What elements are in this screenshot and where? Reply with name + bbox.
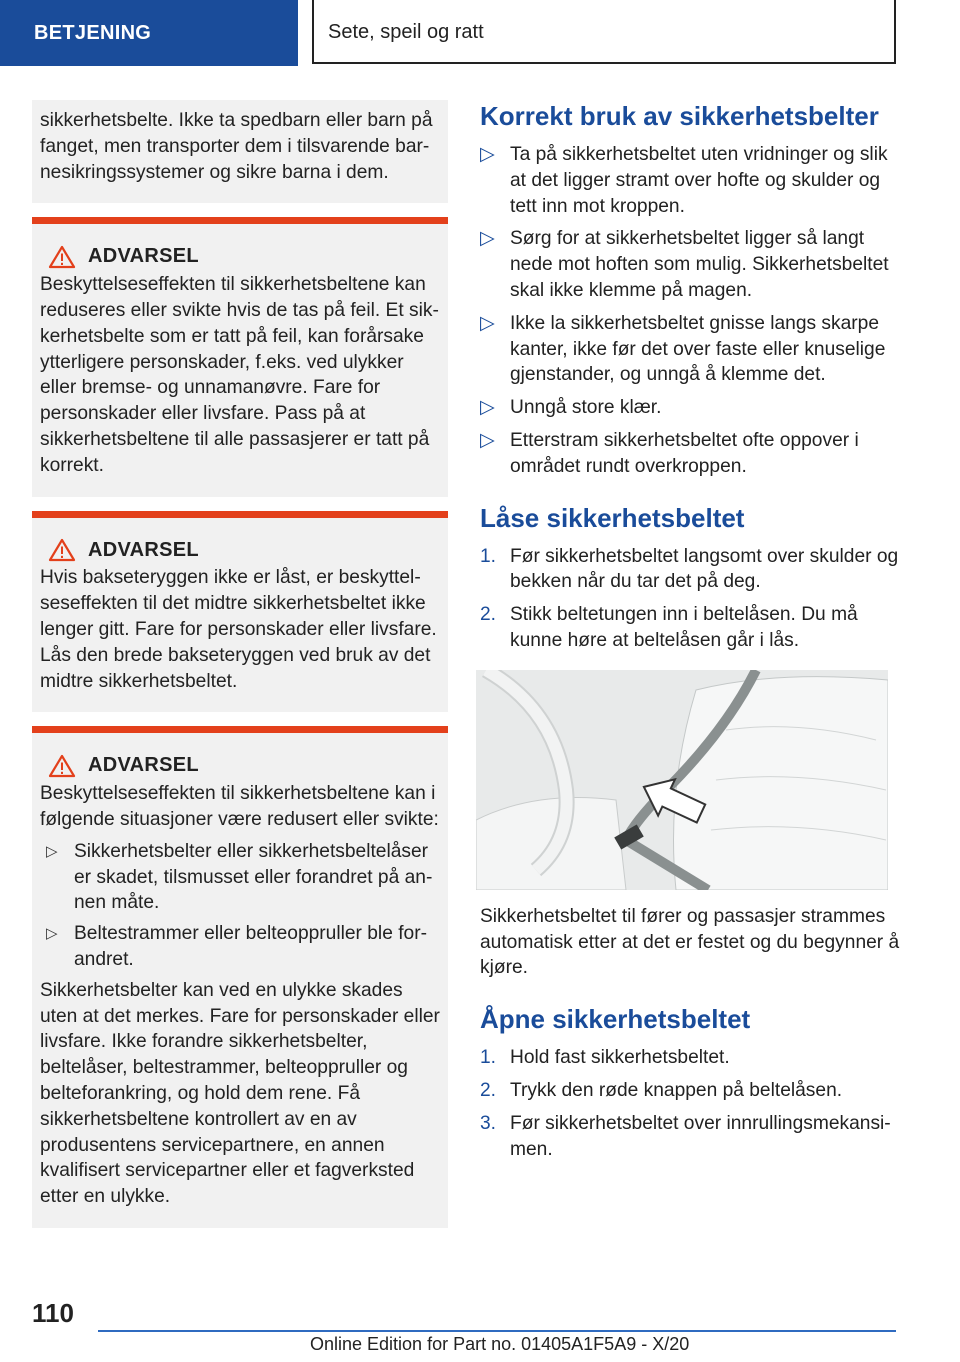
footer-divider — [98, 1330, 896, 1332]
list-item: 1. Hold fast sikkerhetsbeltet. — [480, 1047, 730, 1069]
warning-triangle-icon — [48, 245, 76, 269]
warning-bullet-list — [40, 839, 440, 973]
page-header — [0, 0, 960, 66]
intro-text: sikkerhetsbelte. Ikke ta spedbarn eller barn på fanget, men transporter dem i tilsvarende barnesikringssystemer og sikre barna i dem. — [40, 110, 433, 183]
warning-bar — [32, 217, 448, 224]
list-item: 2. Stikk beltetungen inn i beltelåsen. Du må kunne høre at beltelåsen går i lås. — [480, 604, 858, 651]
warning-triangle-icon — [48, 538, 76, 562]
warning-text: Hvis bakseteryggen ikke er låst, er beskyttelseseffekten til det midtre sikkerhetsbeltet ikke lenger gitt. Fare for personskader eller livsfare. Lås den brede bakseteryggen ved bruk av det midtre sikkerhetsbeltet. — [40, 567, 437, 692]
section-title-open: Åpne sikkerhetsbeltet — [480, 1004, 751, 1035]
list-item: ▷ Etterstram sikkerhetsbeltet ofte oppover i området rundt overkroppen. — [480, 429, 859, 477]
warning-text-after: Sikkerhetsbelter kan ved en ulykke skades uten at det merkes. Fare for personskader eller livsfare. Ikke forandre sikkerhetsbelter, beltelåser, beltestrammer, belteoppruller og belteforankring, og hold dem rene. Få sikkerhetsbeltene kontrollert av en av produsentens servicepartnere, en annen kvalifisert servicepartner eller et fagverksted etter en ulykke. — [40, 979, 440, 1208]
warning-text: Beskyttelseseffekten til sikkerhetsbeltene kan i følgende situasjoner være redusert eller svikte: — [40, 783, 439, 830]
left-column — [32, 100, 448, 1228]
open-steps — [480, 1045, 900, 1162]
section-tab: BETJENING — [0, 0, 298, 66]
triangle-right-icon: ▷ — [480, 228, 495, 250]
triangle-right-icon: ▷ — [46, 842, 58, 860]
list-item: 2. Trykk den røde knappen på beltelåsen. — [480, 1079, 843, 1101]
seatbelt-illustration — [476, 670, 888, 890]
warning-bar — [32, 511, 448, 518]
triangle-right-icon: ▷ — [480, 312, 495, 334]
triangle-right-icon: ▷ — [480, 144, 495, 165]
lock-caption: Sikkerhetsbeltet til fører og passasjer strammes automatisk etter at det er festet og du begynner å kjøre. — [480, 905, 900, 979]
section-title-correct-use: Korrekt bruk av sikkerhetsbelter — [480, 101, 879, 131]
warning-box-1 — [32, 217, 448, 496]
list-item: 3. Før sikkerhetsbeltet over innrullingsmekansimen. — [480, 1112, 891, 1160]
list-item: ▷ Sikkerhetsbelter eller sikkerhetsbeltelåser er skadet, tilsmusset eller forandret på annen måte. — [46, 840, 433, 914]
warning-text: Beskyttelseseffekten til sikkerhetsbeltene kan reduseres eller svikte hvis de tas på feil. Et sikkerhetsbelte som er tatt på feil, kan forårsake ytterligere personskader, f.eks. ved ulykker eller bremse- og unnamanøvre. Fare for personskader eller livsfare. Pass på at sikkerhetsbeltene til alle passasjerer er tatt på korrekt. — [40, 274, 439, 476]
chapter-title: Sete, speil og ratt — [312, 0, 896, 64]
triangle-right-icon: ▷ — [46, 925, 58, 943]
list-item: 1. Før sikkerhetsbeltet langsomt over skulder og bekken når du tar det på deg. — [480, 545, 899, 593]
triangle-right-icon: ▷ — [480, 397, 495, 419]
section-title-lock: Låse sikkerhetsbeltet — [480, 502, 745, 533]
intro-box — [32, 100, 448, 203]
warning-title: ADVARSEL — [88, 754, 199, 777]
correct-use-list — [480, 142, 900, 480]
list-item: ▷ Beltestrammer eller belteoppruller ble forandret. — [46, 923, 427, 970]
warning-title: ADVARSEL — [88, 245, 199, 268]
list-item: ▷ Ikke la sikkerhetsbeltet gnisse langs skarpe kanter, ikke før det over faste eller knuselige gjenstander, og unngå å klemme det. — [480, 312, 886, 386]
list-item: ▷ Sørg for at sikkerhetsbeltet ligger så langt nede mot hoften som mulig. Sikkerhetsbeltet skal ikke klemme på magen. — [480, 228, 889, 301]
warning-box-2 — [32, 511, 448, 713]
list-item: ▷ Unngå store klær. — [480, 395, 900, 421]
page-number: 110 — [32, 1298, 74, 1328]
warning-triangle-icon — [48, 754, 76, 778]
list-item: ▷ Ta på sikkerhetsbeltet uten vridninger og slik at det ligger stramt over hofte og skulder og tett inn mot kroppen. — [480, 144, 888, 217]
warning-bar — [32, 726, 448, 733]
triangle-right-icon: ▷ — [480, 429, 495, 451]
footer-edition: Online Edition for Part no. 01405A1F5A9 - X/20 — [310, 1334, 690, 1354]
warning-title: ADVARSEL — [88, 538, 199, 561]
right-column — [480, 100, 900, 1169]
warning-box-3 — [32, 726, 448, 1228]
lock-steps — [480, 544, 900, 654]
